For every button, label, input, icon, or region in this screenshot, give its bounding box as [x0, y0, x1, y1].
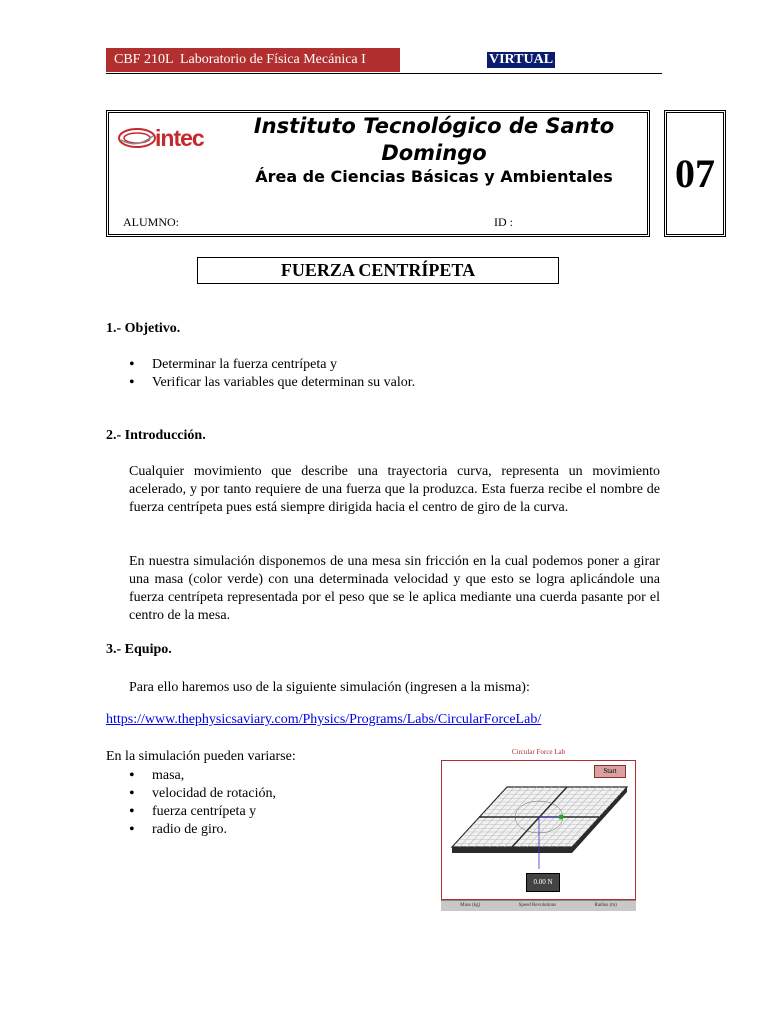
- variables-list: [129, 767, 276, 839]
- radius-control[interactable]: Radius (m): [594, 903, 617, 908]
- simulation-screenshot: [440, 748, 637, 910]
- list-item: • masa,: [129, 767, 276, 785]
- header-divider: [106, 73, 662, 74]
- virtual-badge: VIRTUAL: [489, 52, 554, 67]
- speed-control[interactable]: Speed Revolutions: [518, 903, 557, 908]
- intro-paragraph-1: Cualquier movimiento que describe una trayectoria curva, representa un movimiento acelerado, y por tanto requiere de una fuerza que la produzca. Esta fuerza recibe el nombre de fuerza centrípeta pues está siempre dirigida hacia el centro de giro de la curva.: [129, 464, 660, 515]
- course-title: CBF 210L Laboratorio de Física Mecánica I: [114, 52, 366, 67]
- force-readout: 0.00 N: [526, 873, 560, 892]
- intro-paragraph-2: En nuestra simulación disponemos de una mesa sin fricción en la cual podemos poner a girar una masa (color verde) con una determinada velocidad y que esto se logra aplicándole una fuerza centrípeta representada por el peso que se le aplica mediante una cuerda pasante por el centro de la mesa.: [129, 554, 660, 623]
- simulation-title: Circular Force Lab: [511, 748, 566, 756]
- lab-number: 07: [664, 110, 726, 237]
- intec-logo: [117, 121, 217, 157]
- course-bar: [106, 48, 400, 72]
- institution-box: [106, 110, 650, 237]
- objective-heading: 1.- Objetivo.: [106, 321, 181, 336]
- mass-control[interactable]: Mass (kg): [460, 903, 481, 908]
- list-item: • velocidad de rotación,: [129, 785, 276, 803]
- simulation-controls: [441, 900, 636, 911]
- list-item: • Determinar la fuerza centrípeta y: [129, 356, 415, 374]
- equipment-heading: 3.- Equipo.: [106, 642, 172, 657]
- list-item: • Verificar las variables que determinan su valor.: [129, 374, 415, 392]
- page-title: FUERZA CENTRÍPETA: [197, 257, 559, 284]
- introduction-heading: 2.- Introducción.: [106, 428, 206, 443]
- objective-list: [129, 356, 415, 392]
- equipment-text: Para ello haremos uso de la siguiente simulación (ingresen a la misma):: [129, 680, 530, 695]
- list-item: • fuerza centrípeta y: [129, 803, 276, 821]
- student-label: ALUMNO:: [123, 215, 179, 229]
- id-label: ID :: [494, 215, 513, 229]
- simulation-link[interactable]: https://www.thephysicsaviary.com/Physics/Programs/Labs/CircularForceLab/: [106, 712, 542, 727]
- institution-name: Instituto Tecnológico de Santo Domingo: [253, 114, 615, 165]
- institution-area: Área de Ciencias Básicas y Ambientales: [255, 167, 613, 186]
- variables-intro: En la simulación pueden variarse:: [106, 749, 296, 764]
- start-button[interactable]: Start: [594, 765, 626, 778]
- simulation-frame: [441, 760, 636, 900]
- list-item: • radio de giro.: [129, 821, 276, 839]
- logo-text: intec: [155, 125, 204, 151]
